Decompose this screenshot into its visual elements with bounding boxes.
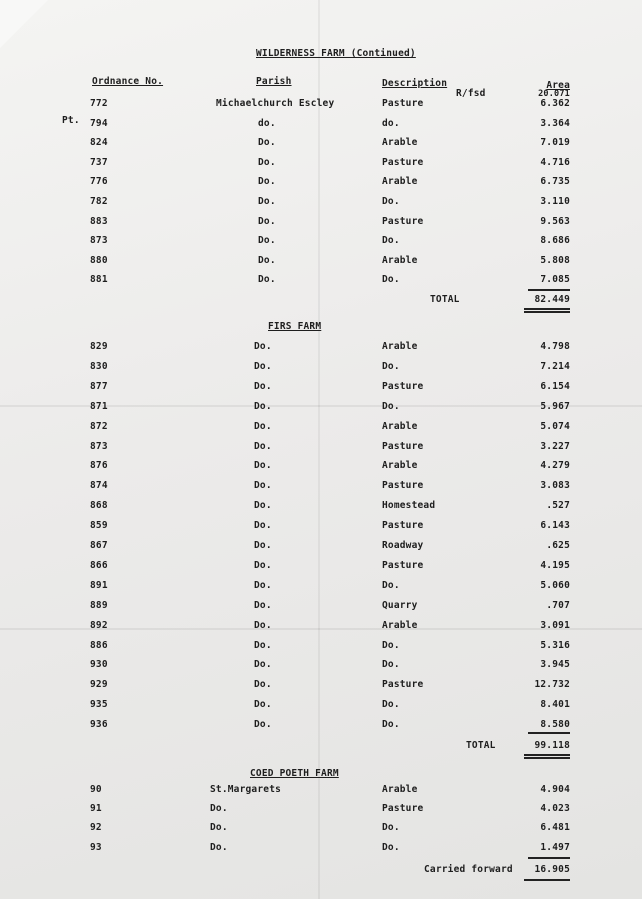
ordnance-number: 936 (90, 719, 108, 731)
parish-cell: Do. (254, 420, 272, 432)
area-cell: 6.362 (540, 98, 570, 109)
parish-cell: Do. (258, 196, 276, 207)
description-cell: Pasture (382, 440, 424, 452)
parish-cell: Do. (254, 559, 272, 571)
area-cell: 9.563 (540, 215, 570, 227)
description-cell: Arable (382, 176, 418, 188)
area-cell: .625 (546, 540, 570, 551)
parish-cell: Michaelchurch Escley (216, 98, 335, 109)
ordnance-number: 829 (90, 341, 108, 352)
description-cell: Do. (382, 639, 400, 651)
col-area-header: Area (546, 80, 570, 91)
ordnance-number: 935 (90, 699, 108, 711)
description-cell: Pasture (382, 156, 424, 168)
parish-cell: Do. (210, 803, 228, 815)
wilderness-total-value: 82.449 (534, 294, 570, 305)
parish-cell: Do. (254, 460, 272, 472)
pt-marker: Pt. (62, 115, 80, 126)
description-cell: Roadway (382, 540, 424, 551)
ordnance-number: 859 (90, 520, 108, 532)
area-cell: .527 (546, 500, 570, 512)
ordnance-number: 782 (90, 196, 108, 207)
area-cell: 6.143 (540, 520, 570, 532)
parish-cell: Do. (258, 176, 276, 188)
area-top-note: 20.071 (538, 89, 570, 99)
area-cell: 1.497 (540, 841, 570, 853)
ordnance-number: 930 (90, 659, 108, 671)
ordnance-number: 92 (90, 822, 102, 834)
ordnance-number: 891 (90, 579, 108, 591)
coed-heading: COED POETH FARM (250, 768, 339, 779)
parish-cell: Do. (258, 156, 276, 168)
description-cell: Arable (382, 420, 418, 432)
ordnance-number: 772 (90, 98, 108, 109)
wilderness-heading: WILDERNESS FARM (Continued) (256, 48, 416, 59)
parish-cell: Do. (258, 235, 276, 247)
parish-cell: Do. (254, 699, 272, 711)
description-cell: Arable (382, 137, 418, 149)
description-cell: Do. (382, 579, 400, 591)
description-cell: Pasture (382, 98, 424, 109)
total-double-rule (524, 757, 570, 759)
description-cell: Pasture (382, 803, 424, 815)
area-cell: 4.904 (540, 784, 570, 795)
ordnance-number: 868 (90, 500, 108, 512)
ordnance-number: 873 (90, 235, 108, 247)
subtotal-rule (528, 289, 570, 291)
area-cell: 8.686 (540, 235, 570, 247)
description-cell: Arable (382, 254, 418, 266)
ordnance-number: 929 (90, 679, 108, 691)
description-cell: Do. (382, 822, 400, 834)
description-cell: Do. (382, 196, 400, 207)
folded-corner (0, 0, 48, 48)
firs-total-label: TOTAL (466, 740, 496, 751)
parish-cell: Do. (254, 540, 272, 551)
total-double-rule (524, 308, 570, 310)
area-cell: 4.279 (540, 460, 570, 472)
parish-cell: Do. (254, 400, 272, 412)
firs-heading: FIRS FARM (268, 321, 322, 332)
parish-cell: St.Margarets (210, 784, 282, 795)
ordnance-number: 830 (90, 360, 108, 372)
subtotal-rule (528, 732, 570, 734)
parish-cell: Do. (254, 380, 272, 392)
col-ordnance-header: Ordnance No. (92, 76, 164, 87)
ordnance-number: 886 (90, 639, 108, 651)
parish-cell: Do. (210, 822, 228, 834)
carried-forward-value: 16.905 (534, 864, 570, 875)
parish-cell: Do. (254, 579, 272, 591)
description-cell: Pasture (382, 380, 424, 392)
description-cell: Arable (382, 341, 418, 352)
description-cell: Do. (382, 719, 400, 731)
area-cell: 5.060 (540, 579, 570, 591)
ordnance-number: 866 (90, 559, 108, 571)
area-cell: 4.798 (540, 341, 570, 352)
ordnance-number: 91 (90, 803, 102, 815)
parish-cell: Do. (254, 440, 272, 452)
parish-cell: Do. (254, 659, 272, 671)
subtotal-rule (528, 857, 570, 859)
parish-cell: Do. (254, 480, 272, 492)
area-cell: 3.945 (540, 659, 570, 671)
ordnance-number: 892 (90, 619, 108, 631)
description-cell: Pasture (382, 520, 424, 532)
area-cell: 8.580 (540, 719, 570, 731)
ordnance-number: 874 (90, 480, 108, 492)
parish-cell: Do. (254, 360, 272, 372)
description-cell: do. (382, 117, 400, 129)
ordnance-number: 881 (90, 274, 108, 286)
area-cell: 5.808 (540, 254, 570, 266)
carried-forward-label: Carried forward (424, 864, 513, 875)
parish-cell: Do. (258, 274, 276, 286)
col-rfsd-header: R/fsd (456, 88, 486, 99)
total-double-rule (524, 754, 570, 756)
ordnance-number: 90 (90, 784, 102, 795)
area-cell: 7.019 (540, 137, 570, 149)
area-cell: 5.967 (540, 400, 570, 412)
parish-cell: Do. (254, 500, 272, 512)
area-cell: 4.195 (540, 559, 570, 571)
area-cell: 3.364 (540, 117, 570, 129)
fold-line (318, 0, 320, 899)
ordnance-number: 873 (90, 440, 108, 452)
area-cell: 7.085 (540, 274, 570, 286)
description-cell: Pasture (382, 559, 424, 571)
description-cell: Quarry (382, 599, 418, 611)
total-double-rule (524, 311, 570, 313)
description-cell: Do. (382, 400, 400, 412)
firs-total-value: 99.118 (534, 740, 570, 751)
ordnance-number: 876 (90, 460, 108, 472)
col-parish-header: Parish (256, 76, 292, 87)
description-cell: Homestead (382, 500, 436, 512)
ordnance-number: 871 (90, 400, 108, 412)
area-cell: 7.214 (540, 360, 570, 372)
description-cell: Do. (382, 360, 400, 372)
ordnance-number: 877 (90, 380, 108, 392)
description-cell: Do. (382, 841, 400, 853)
description-cell: Pasture (382, 480, 424, 492)
area-cell: 12.732 (534, 679, 570, 691)
description-cell: Pasture (382, 215, 424, 227)
ordnance-number: 883 (90, 215, 108, 227)
col-description-header: Description (382, 78, 448, 89)
ordnance-number: 93 (90, 841, 102, 853)
description-cell: Do. (382, 659, 400, 671)
area-cell: 3.083 (540, 480, 570, 492)
parish-cell: Do. (254, 599, 272, 611)
parish-cell: Do. (254, 520, 272, 532)
area-cell: 6.481 (540, 822, 570, 834)
ordnance-number: 889 (90, 599, 108, 611)
total-double-rule (524, 879, 570, 881)
parish-cell: Do. (210, 841, 228, 853)
description-cell: Do. (382, 699, 400, 711)
description-cell: Arable (382, 460, 418, 472)
area-cell: 5.074 (540, 420, 570, 432)
description-cell: Do. (382, 274, 400, 286)
parish-cell: Do. (254, 639, 272, 651)
area-cell: 8.401 (540, 699, 570, 711)
ordnance-number: 737 (90, 156, 108, 168)
parish-cell: Do. (254, 619, 272, 631)
ordnance-number: 824 (90, 137, 108, 149)
area-cell: 4.023 (540, 803, 570, 815)
description-cell: Do. (382, 235, 400, 247)
parish-cell: do. (258, 117, 276, 129)
ordnance-number: 880 (90, 254, 108, 266)
ordnance-number: 872 (90, 420, 108, 432)
area-cell: 5.316 (540, 639, 570, 651)
area-cell: 3.091 (540, 619, 570, 631)
area-cell: 6.154 (540, 380, 570, 392)
ordnance-number: 794 (90, 117, 108, 129)
description-cell: Arable (382, 784, 418, 795)
wilderness-total-label: TOTAL (430, 294, 460, 305)
description-cell: Arable (382, 619, 418, 631)
ordnance-number: 776 (90, 176, 108, 188)
parish-cell: Do. (254, 679, 272, 691)
parish-cell: Do. (254, 719, 272, 731)
ordnance-number: 867 (90, 540, 108, 551)
area-cell: 3.227 (540, 440, 570, 452)
area-cell: 3.110 (540, 196, 570, 207)
parish-cell: Do. (258, 137, 276, 149)
area-cell: .707 (546, 599, 570, 611)
parish-cell: Do. (258, 254, 276, 266)
description-cell: Pasture (382, 679, 424, 691)
parish-cell: Do. (258, 215, 276, 227)
area-cell: 4.716 (540, 156, 570, 168)
area-cell: 6.735 (540, 176, 570, 188)
parish-cell: Do. (254, 341, 272, 352)
